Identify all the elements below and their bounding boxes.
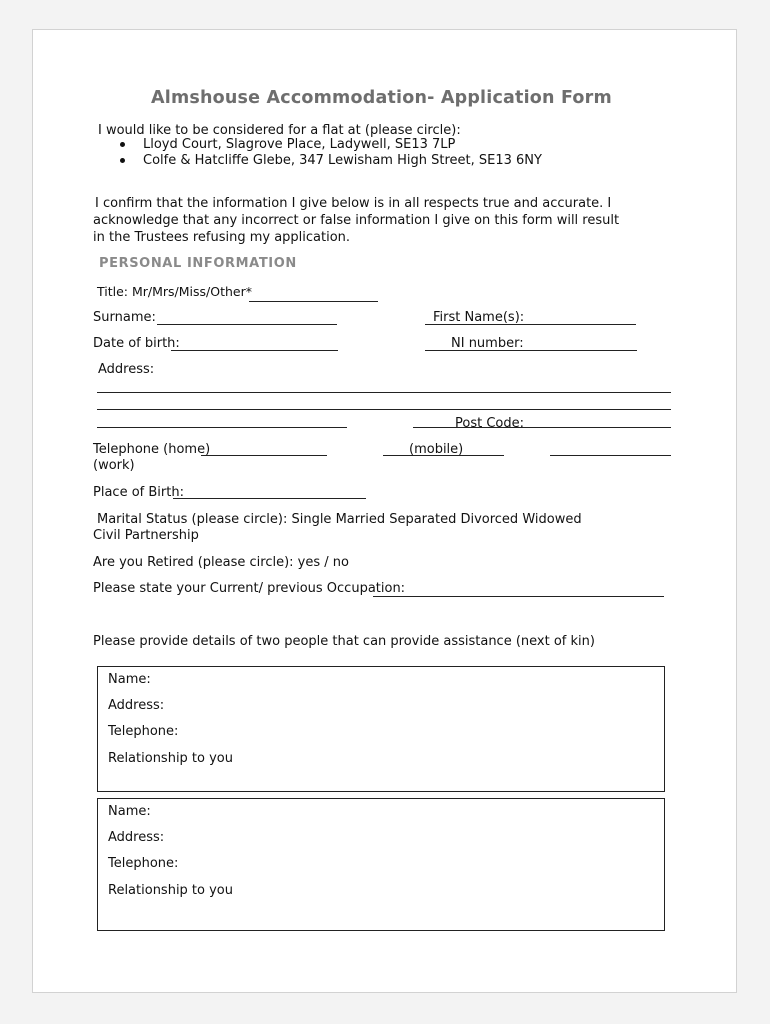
kin-name-label[interactable]: Name: <box>108 804 151 819</box>
work-field[interactable] <box>550 455 671 456</box>
location-option-lloyd-court[interactable]: Lloyd Court, Slagrove Place, Ladywell, SE13 7LP <box>143 137 456 152</box>
retired-question[interactable]: Are you Retired (please circle): yes / no <box>93 555 349 570</box>
ni-number-field[interactable] <box>425 350 637 351</box>
kin-address-label[interactable]: Address: <box>108 698 165 713</box>
kin-telephone-label[interactable]: Telephone: <box>108 724 179 739</box>
first-name-field[interactable] <box>425 324 636 325</box>
confirm-text-line: I confirm that the information I give below is in all respects true and accurate. I <box>95 196 612 211</box>
ni-number-label: NI number: <box>451 336 524 351</box>
next-of-kin-intro: Please provide details of two people that can provide assistance (next of kin) <box>93 634 595 649</box>
next-of-kin-box-2 <box>97 798 665 931</box>
telephone-home-field[interactable] <box>201 455 327 456</box>
kin-relationship-label[interactable]: Relationship to you <box>108 883 234 898</box>
date-of-birth-label: Date of birth: <box>93 336 180 351</box>
place-of-birth-field[interactable] <box>173 498 366 499</box>
occupation-label: Please state your Current/ previous Occupation: <box>93 581 406 596</box>
marital-status-line[interactable]: Marital Status (please circle): Single Married Separated Divorced Widowed <box>97 512 582 527</box>
address-line-1-field[interactable] <box>97 392 671 393</box>
next-of-kin-box-1 <box>97 666 665 792</box>
title-label: Title: Mr/Mrs/Miss/Other* <box>97 284 252 299</box>
place-of-birth-label: Place of Birth: <box>93 485 184 500</box>
first-name-label: First Name(s): <box>433 310 525 325</box>
postcode-label: Post Code: <box>455 416 524 431</box>
address-label: Address: <box>98 362 155 377</box>
date-of-birth-field[interactable] <box>171 350 338 351</box>
title-field[interactable] <box>249 301 378 302</box>
mobile-label: (mobile) <box>409 442 464 457</box>
section-personal-information: PERSONAL INFORMATION <box>99 256 297 271</box>
bullet-icon <box>120 158 125 163</box>
address-line-3-field[interactable] <box>97 427 347 428</box>
location-intro: I would like to be considered for a flat at (please circle): <box>98 123 461 138</box>
occupation-field[interactable] <box>373 596 664 597</box>
confirm-text-line: in the Trustees refusing my application. <box>93 230 351 245</box>
kin-relationship-label[interactable]: Relationship to you <box>108 751 234 766</box>
document-page <box>32 29 737 993</box>
form-title: Almshouse Accommodation- Application Form <box>151 88 612 108</box>
bullet-icon <box>120 142 125 147</box>
surname-field[interactable] <box>157 324 337 325</box>
mobile-field[interactable] <box>383 455 504 456</box>
marital-status-line[interactable]: Civil Partnership <box>93 528 199 543</box>
location-option-colfe-hatcliffe[interactable]: Colfe & Hatcliffe Glebe, 347 Lewisham High Street, SE13 6NY <box>143 153 542 168</box>
kin-telephone-label[interactable]: Telephone: <box>108 856 179 871</box>
kin-name-label[interactable]: Name: <box>108 672 151 687</box>
address-line-2-field[interactable] <box>97 409 671 410</box>
kin-address-label[interactable]: Address: <box>108 830 165 845</box>
work-label: (work) <box>93 458 135 473</box>
telephone-home-label: Telephone (home) <box>93 442 211 457</box>
confirm-text-line: acknowledge that any incorrect or false information I give on this form will result <box>93 213 620 228</box>
surname-label: Surname: <box>93 310 156 325</box>
postcode-field[interactable] <box>413 427 671 428</box>
